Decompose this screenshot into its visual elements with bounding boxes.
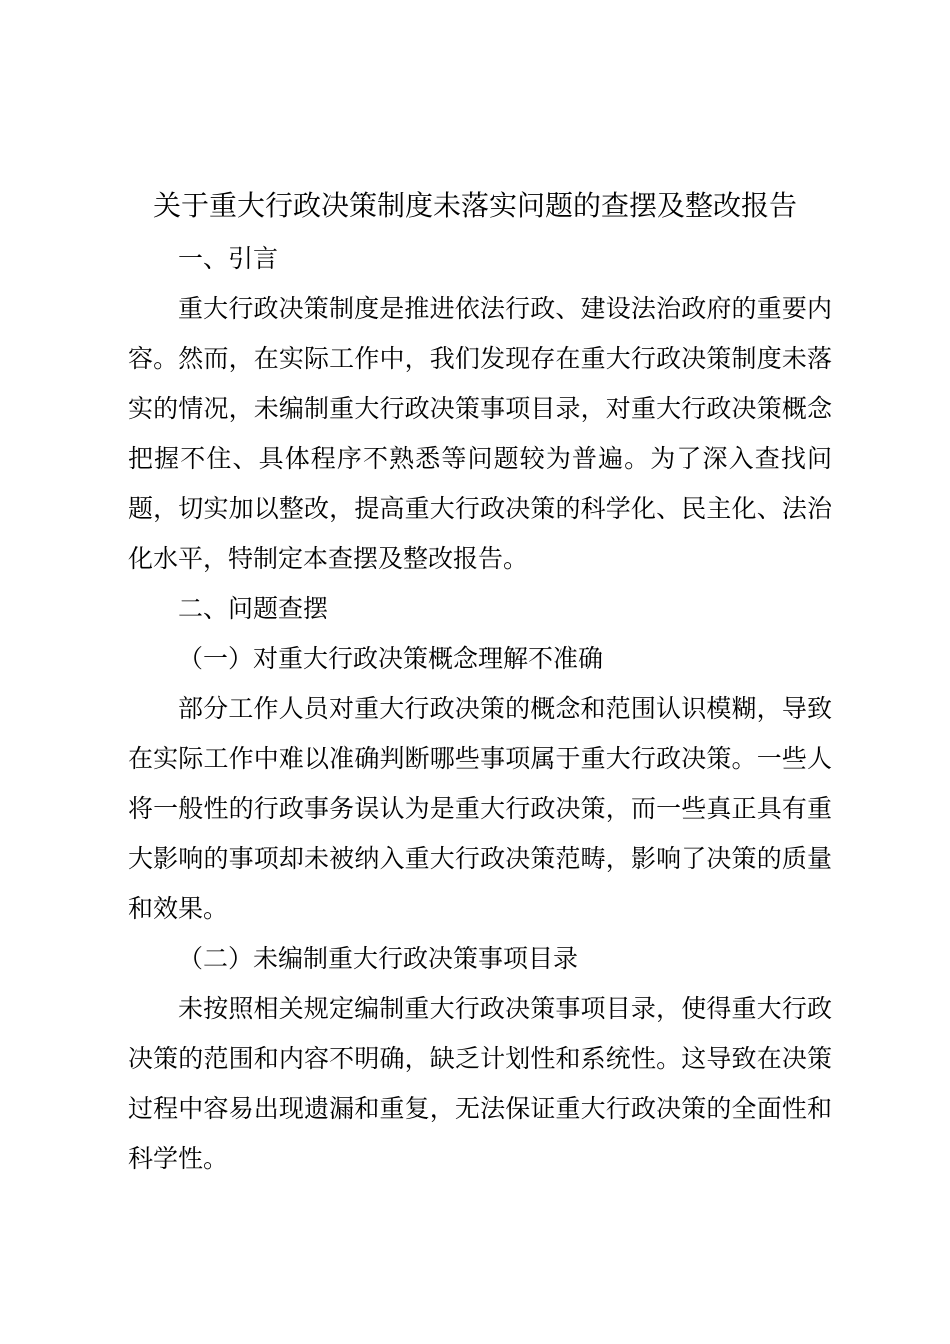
subsection-paragraph-2: 未按照相关规定编制重大行政决策事项目录，使得重大行政决策的范围和内容不明确，缺乏计划性和系统性。这导致在决策过程中容易出现遗漏和重复，无法保证重大行政决策的全面性和科学性。 — [128, 994, 832, 1173]
document-body — [128, 234, 832, 1184]
subsection-paragraph-1: 部分工作人员对重大行政决策的概念和范围认识模糊，导致在实际工作中难以准确判断哪些事项属于重大行政决策。一些人将一般性的行政事务误认为是重大行政决策，而一些真正具有重大影响的事项却未被纳入重大行政决策范畴，影响了决策的质量和效果。 — [128, 694, 832, 923]
subsection-heading-1: （一）对重大行政决策概念理解不准确 — [178, 644, 604, 673]
section-heading-introduction: 一、引言 — [178, 244, 279, 273]
subsection-heading-2: （二）未编制重大行政决策事项目录 — [178, 944, 579, 973]
document-title: 关于重大行政决策制度未落实问题的查摆及整改报告 — [152, 189, 797, 222]
section-heading-problem-review: 二、问题查摆 — [178, 594, 329, 623]
introduction-paragraph: 重大行政决策制度是推进依法行政、建设法治政府的重要内容。然而，在实际工作中，我们发现存在重大行政决策制度未落实的情况，未编制重大行政决策事项目录，对重大行政决策概念把握不住、具体程序不熟悉等问题较为普遍。为了深入查找问题，切实加以整改，提高重大行政决策的科学化、民主化、法治化水平，特制定本查摆及整改报告。 — [128, 294, 832, 573]
